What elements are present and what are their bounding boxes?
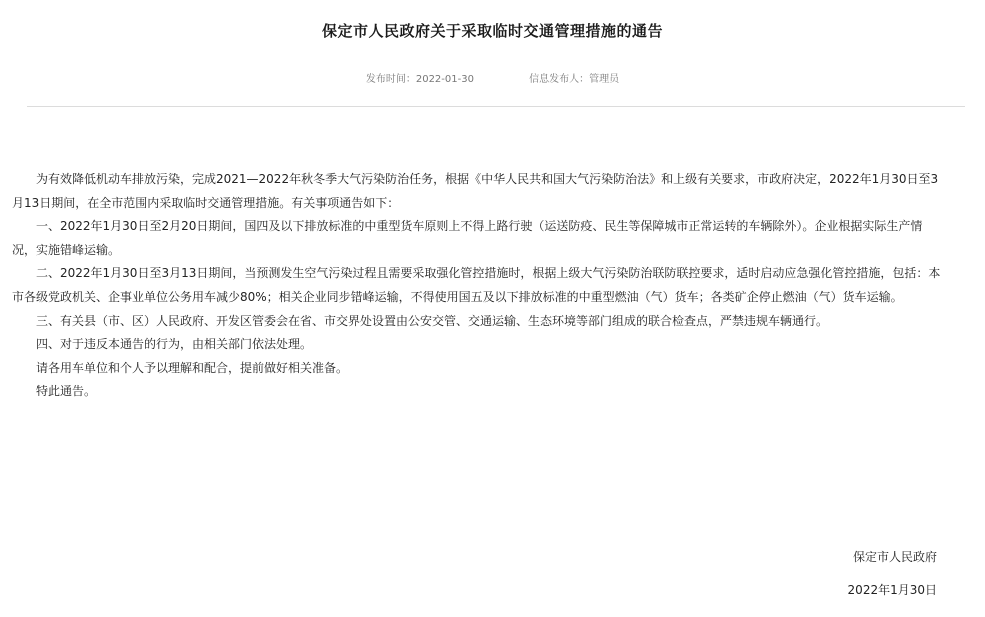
article-body [12,168,942,404]
publish-time [366,70,474,85]
signature-date: 2022年1月30日 [847,583,937,597]
publish-time-label: 发布时间： [365,74,416,85]
signature-issuer: 保定市人民政府 [852,550,937,564]
publish-time-value: 2022-01-30 [415,74,474,85]
article-meta [0,70,985,85]
publisher-value: 管理员 [589,74,620,85]
article-title: 保定市人民政府关于采取临时交通管理措施的通告 [321,22,663,40]
header-divider [27,106,965,107]
paragraph-item-2: 二、2022年1月30日至3月13日期间，当预测发生空气污染过程且需要采取强化管控措施时，根据上级大气污染防治联防联控要求，适时启动应急强化管控措施，包括：本市各级党政机关、企事业单位公务用车减少80%；相关企业同步错峰运输，不得使用国五及以下排放标准的中重型燃油（气）货车；各类矿企停止燃油（气）货车运输。 [12,266,941,304]
paragraph-intro: 为有效降低机动车排放污染，完成2021—2022年秋冬季大气污染防治任务，根据《中华人民共和国大气污染防治法》和上级有关要求，市政府决定，2022年1月30日至3月13日期间，在全市范围内采取临时交通管理措施。有关事项通告如下： [12,172,939,210]
publisher [529,70,619,85]
paragraph-item-1: 一、2022年1月30日至2月20日期间，国四及以下排放标准的中重型货车原则上不得上路行驶（运送防疫、民生等保障城市正常运转的车辆除外）。企业根据实际生产情况，实施错峰运输。 [12,219,923,257]
paragraph-closing: 特此通告。 [36,384,97,399]
signature-block [848,541,937,607]
paragraph-item-3: 三、有关县（市、区）人民政府、开发区管委会在省、市交界处设置由公安交管、交通运输、生态环境等部门组成的联合检查点，严禁违规车辆通行。 [36,313,829,328]
paragraph-item-4: 四、对于违反本通告的行为，由相关部门依法处理。 [36,337,313,352]
paragraph-request: 请各用车单位和个人予以理解和配合，提前做好相关准备。 [36,360,349,375]
publisher-label: 信息发布人： [529,74,590,85]
